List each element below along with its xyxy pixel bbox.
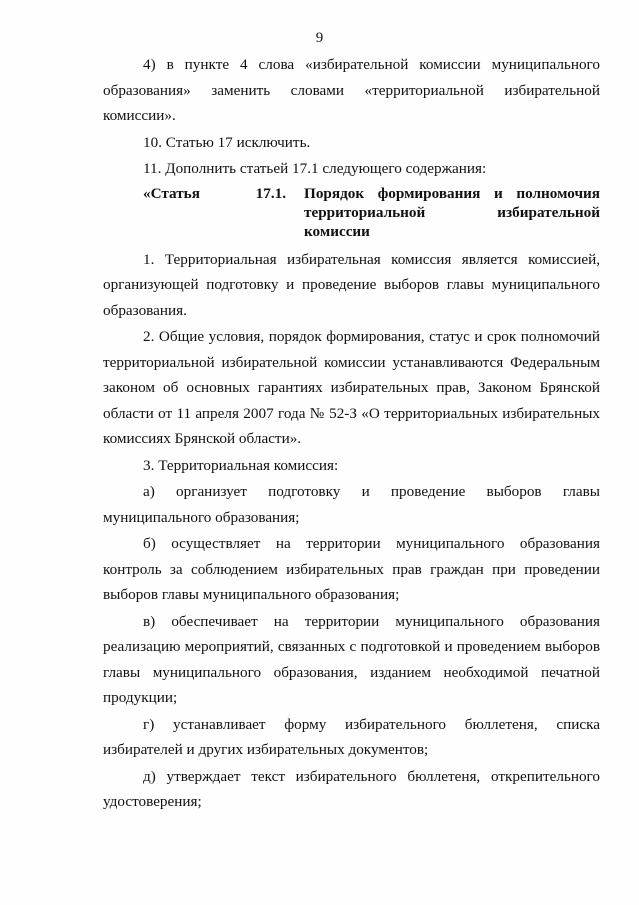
paragraph-subclause-g: г) устанавливает форму избирательного бюллетеня, списка избирателей и других избирательных документов;: [103, 715, 600, 758]
article-title-line-1: Порядок формирования и полномочия: [304, 184, 600, 202]
paragraph-clause-2: 2. Общие условия, порядок формирования, статус и срок полномочий территориальной избирательной комиссии устанавливаются Федеральным законом об основных гарантиях избирательных прав, Законом Брянской области от 11 апреля 2007 года № 52-З «О территориальных избирательных комиссиях Брянской области».: [103, 328, 600, 447]
paragraph-subclause-v: в) обеспечивает на территории муниципального образования реализацию мероприятий, связанных с подготовкой и проведением выборов главы муниципального образования, изданием необходимой печатной продукции;: [103, 612, 600, 706]
paragraph-clause-3: 3. Территориальная комиссия:: [143, 456, 339, 474]
article-title: [304, 184, 600, 241]
article-word: «Статья: [143, 184, 200, 202]
paragraph-item-10: 10. Статью 17 исключить.: [143, 133, 311, 151]
article-title-line-2: территориальной избирательной комиссии: [304, 203, 600, 240]
paragraph-subclause-b: б) осуществляет на территории муниципального образования контроль за соблюдением избирательных прав граждан при проведении выборов главы муниципального образования;: [103, 535, 600, 603]
article-number: 17.1.: [255, 184, 286, 202]
document-body: [103, 52, 600, 815]
article-heading: [143, 184, 600, 241]
page-number: 9: [315, 30, 324, 46]
paragraph-item-4-amendment: 4) в пункте 4 слова «избирательной комиссии муниципального образования» заменить словами «территориальной избирательной комиссии».: [103, 56, 600, 124]
paragraph-subclause-d: д) утверждает текст избирательного бюллетеня, открепительного удостоверения;: [103, 767, 600, 810]
article-heading-label: [143, 184, 304, 241]
paragraph-clause-1: 1. Территориальная избирательная комиссия является комиссией, организующей подготовку и проведение выборов главы муниципального образования.: [103, 250, 600, 319]
paragraph-item-11: 11. Дополнить статьей 17.1 следующего содержания:: [143, 160, 487, 177]
paragraph-subclause-a: а) организует подготовку и проведение выборов главы муниципального образования;: [103, 483, 600, 526]
